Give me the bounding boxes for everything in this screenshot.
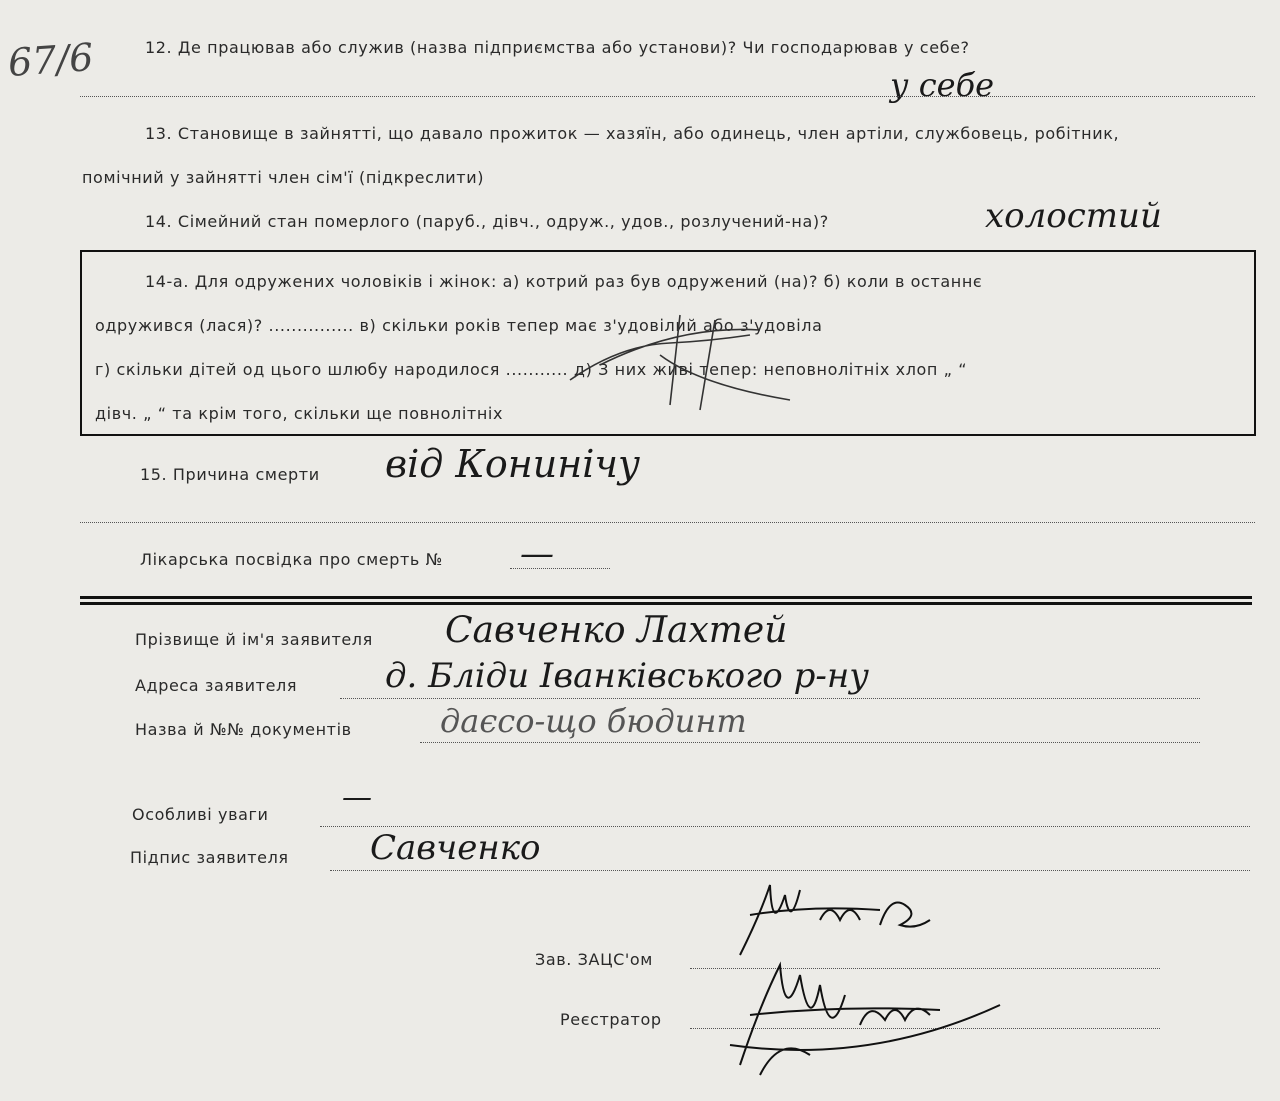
q15-answer: від Конинічу xyxy=(385,442,641,486)
applicant-address-label: Адреса заявителя xyxy=(135,676,298,695)
applicant-name-label: Прізвище й ім'я заявителя xyxy=(135,630,373,649)
q12-label: 12. Де працював або служив (назва підприємства або установи)? Чи господарював у себе? xyxy=(145,38,970,57)
q14a-line-2: одружився (лася)? ............... в) скільки років тепер має з'удовілий або з'удовіла xyxy=(95,316,823,335)
applicant-name-value: Савченко Лахтей xyxy=(445,610,788,651)
applicant-docs-label: Назва й №№ документів xyxy=(135,720,352,739)
margin-note: 67/6 xyxy=(6,35,95,85)
head-label: Зав. ЗАЦС'ом xyxy=(535,950,653,969)
registrar-signature xyxy=(720,945,1020,1085)
med-cert-answer: — xyxy=(520,534,554,574)
applicant-address-line xyxy=(340,698,1200,699)
q12-answer-line xyxy=(80,96,1255,97)
strike-scribble xyxy=(560,305,820,415)
applicant-signature-value: Савченко xyxy=(370,828,541,868)
applicant-docs-line xyxy=(420,742,1200,743)
q15-label: 15. Причина смерти xyxy=(140,465,320,484)
q14a-line-1: 14-а. Для одружених чоловіків і жінок: а) котрий раз був одружений (на)? б) коли в останнє xyxy=(145,272,983,291)
special-notes-value: — xyxy=(342,780,372,815)
section-divider-bottom xyxy=(80,602,1252,605)
med-cert-line xyxy=(510,568,610,569)
special-notes-line xyxy=(320,826,1250,827)
q14a-line-4: дівч. „ “ та крім того, скільки ще повнолітніх xyxy=(95,404,504,423)
registrar-label: Реєстратор xyxy=(560,1010,662,1029)
q14a-line-3: г) скільки дітей од цього шлюбу народилося ........... д) З них живі тепер: неповнолітніх хлоп „ “ xyxy=(95,360,968,379)
med-cert-label: Лікарська посвідка про смерть № xyxy=(140,550,443,569)
q14-label: 14. Сімейний стан померлого (паруб., дівч., одруж., удов., розлучений-на)? xyxy=(145,212,829,231)
special-notes-label: Особливі уваги xyxy=(132,805,269,824)
q15-answer-line xyxy=(80,522,1255,523)
q13-label-2: помічний у зайнятті член сім'ї (підкреслити) xyxy=(82,168,485,187)
applicant-signature-label: Підпис заявителя xyxy=(130,848,289,867)
applicant-signature-line xyxy=(330,870,1250,871)
q13-label: 13. Становище в зайнятті, що давало прожиток — хазяїн, або одинець, член артіли, службовець, робітник, xyxy=(145,124,1120,143)
applicant-address-value: д. Бліди Іванківського р-ну xyxy=(385,656,869,696)
q12-answer: у себе xyxy=(890,66,995,104)
section-divider-top xyxy=(80,596,1252,599)
applicant-docs-value: даєсо-що бюдинт xyxy=(440,702,747,740)
q14-answer: холостий xyxy=(985,196,1162,236)
